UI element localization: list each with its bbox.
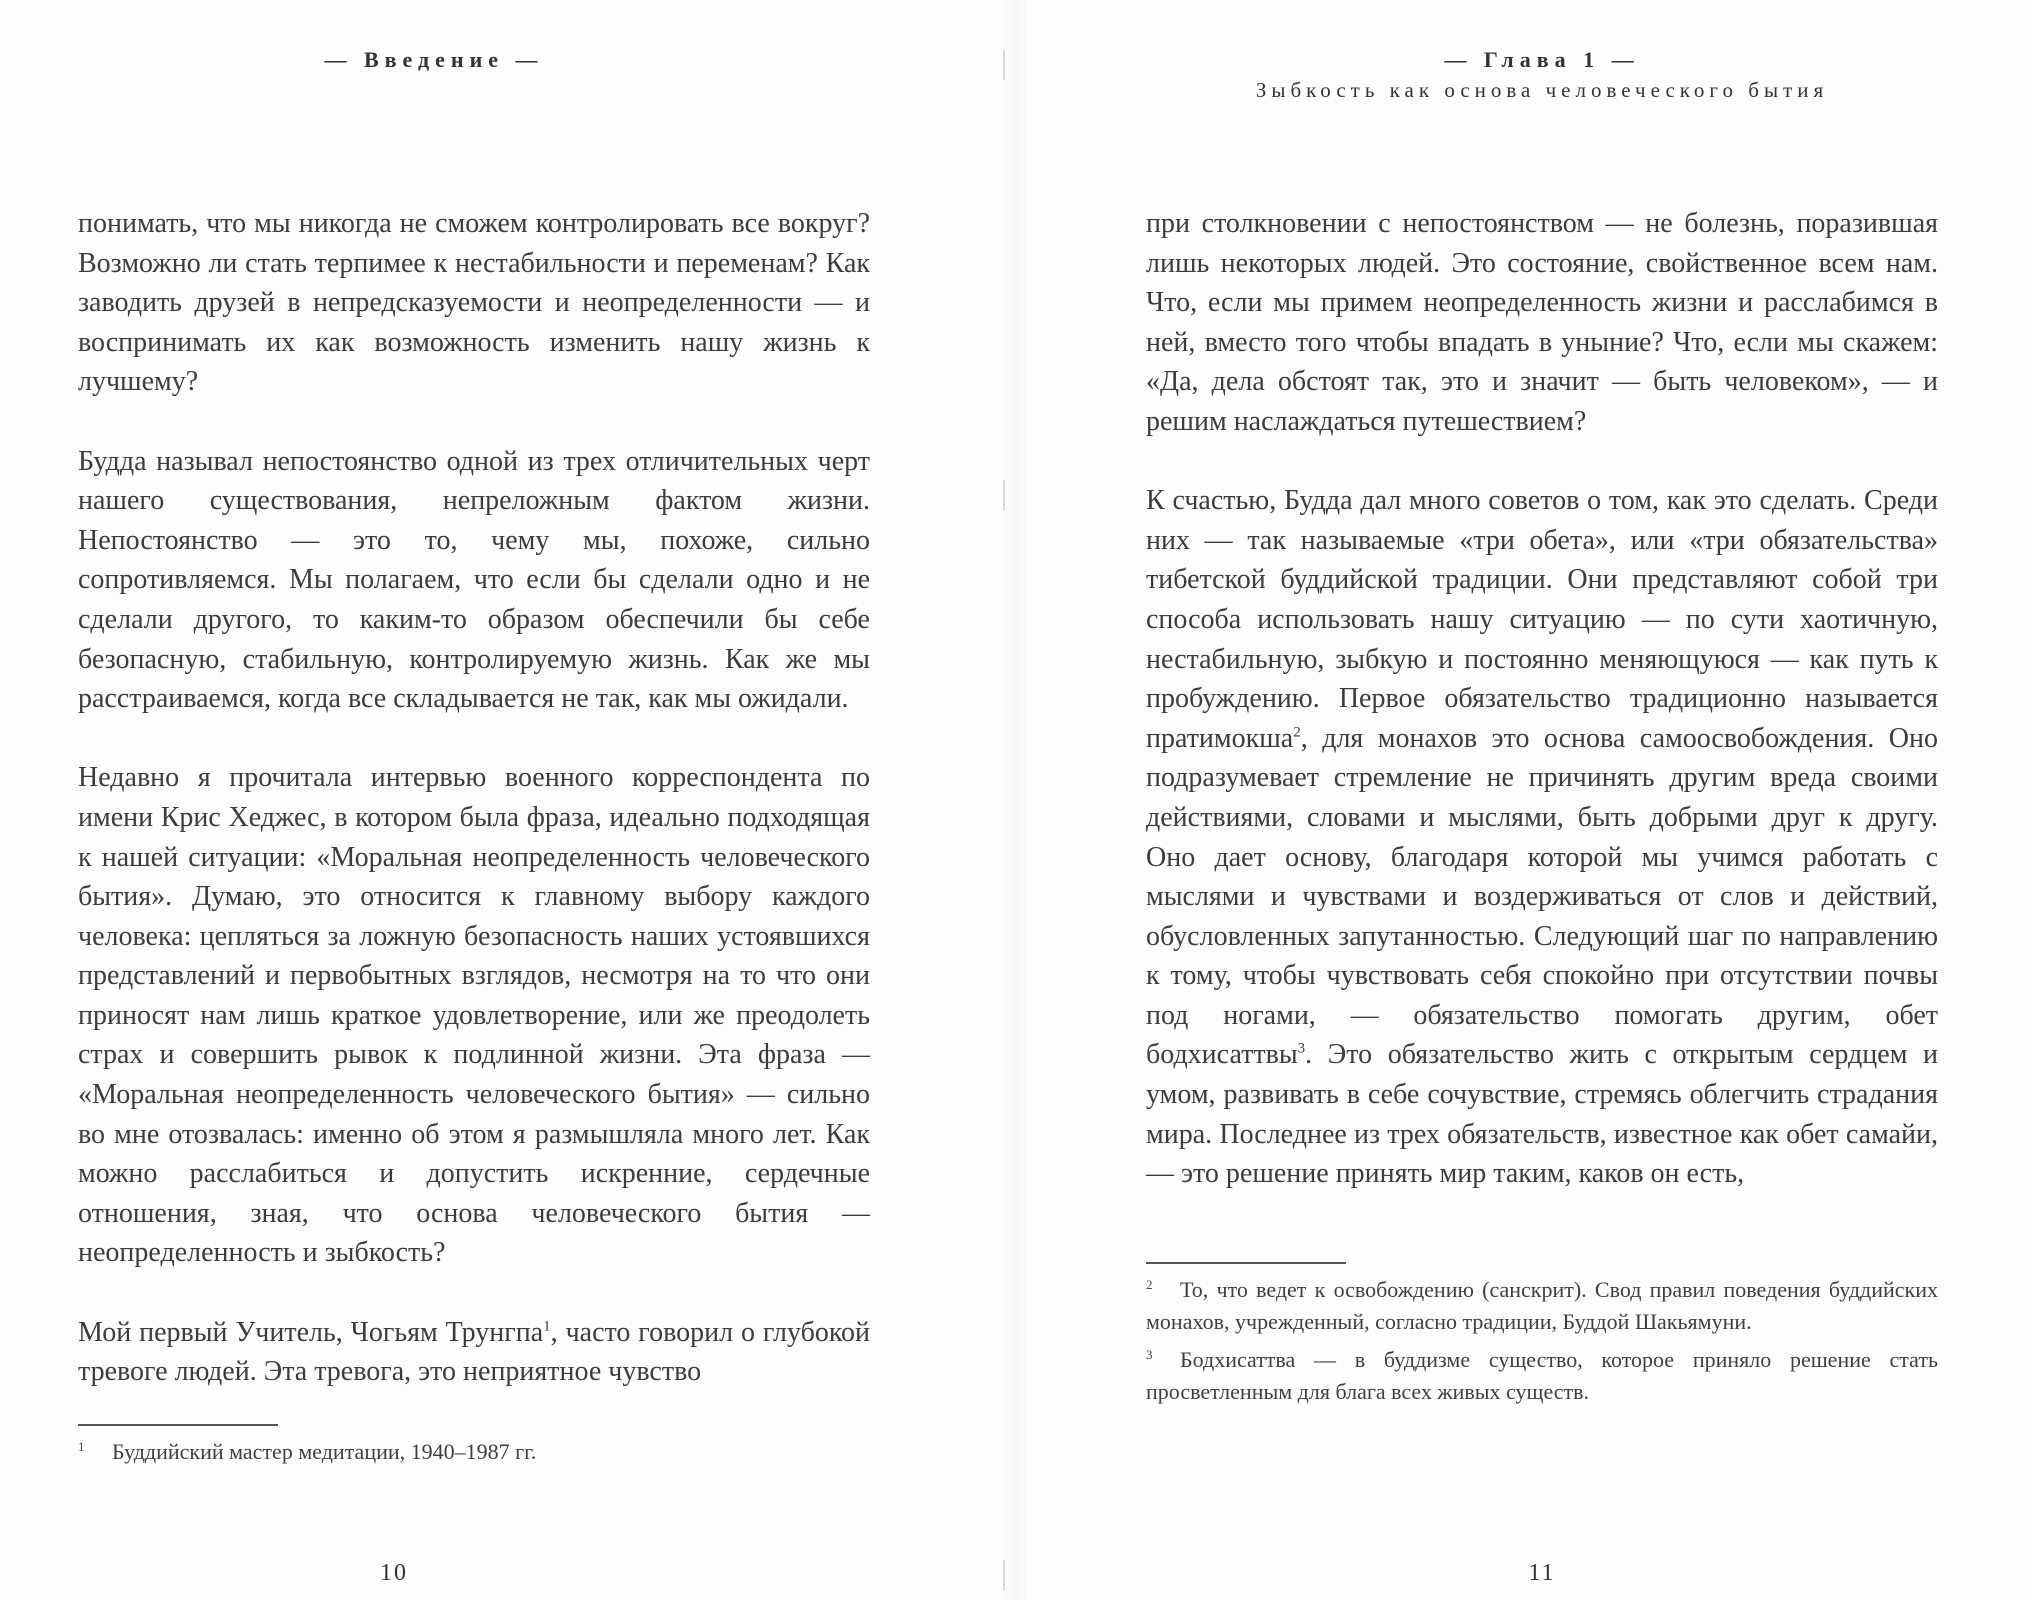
left-page-number: 10	[380, 1560, 408, 1586]
gutter-mark-bottom	[1003, 1560, 1005, 1590]
left-body-text	[78, 204, 870, 1392]
right-running-subtitle: Зыбкость как основа человеческого бытия	[1255, 78, 1829, 102]
left-paragraph-1: понимать, что мы никогда не сможем контролировать все вокруг? Возможно ли стать терпимее к нестабильности и переменам? Как заводить друзей в непредсказуемости и неопределенности — и воспринимать их как возможность изменить нашу жизнь к лучшему?	[78, 208, 870, 398]
footnote-2-text: То, что ведет к освобождению (санскрит). Свод правил поведения буддийских монахов, учрежденный, согласно традиции, Буддой Шакьямуни.	[1146, 1277, 1938, 1334]
left-footnote-rule	[78, 1424, 278, 1426]
footnote-ref-1: 1	[543, 1318, 551, 1335]
footnote-1: 1 Буддийский мастер медитации, 1940–1987 гг.	[78, 1438, 537, 1464]
book-gutter	[1004, 0, 1028, 1600]
right-running-head: — Глава 1 —	[1444, 47, 1640, 72]
right-page	[1146, 0, 1938, 1600]
right-footnotes	[1146, 1274, 1938, 1414]
footnote-ref-3: 3	[1297, 1041, 1306, 1058]
left-paragraph-4-text-b: , часто говорил о глубокой тревоге людей. Эта тревога, это неприятное чувство	[78, 1316, 870, 1388]
footnote-3-text: Бодхисаттва — в буддизме существо, которое приняло решение стать просветленным для блага всех живых существ.	[1146, 1347, 1938, 1404]
gutter-mark-middle	[1003, 480, 1005, 510]
left-paragraph-2: Будда называл непостоянство одной из трех отличительных черт нашего существования, непреложным фактом жизни. Непостоянство — это то, чему мы, похоже, сильно сопротивляемся. Мы полагаем, что если бы сделали одно и не сделали другого, то каким-то образом обеспечили бы себе безопасную, стабильную, контролируемую жизнь. Как же мы расстраиваемся, когда все складывается не так, как мы ожидали.	[78, 445, 870, 715]
footnote-ref-2: 2	[1293, 724, 1301, 741]
left-paragraph-4	[78, 1313, 870, 1392]
right-page-number: 11	[1528, 1560, 1556, 1586]
footnote-1-text: Буддийский мастер медитации, 1940–1987 гг.	[112, 1439, 537, 1464]
right-footnote-rule	[1146, 1262, 1346, 1264]
right-body-text	[1146, 204, 1938, 1194]
right-paragraph-2-text-c: . Это обязательство жить с открытым сердцем и умом, развивать в себе сочувствие, стремясь облегчить страдания мира. Последнее из трех обязательств, известное как обет самайи, — это решение принять мир таким, каков он есть,	[1146, 1039, 1938, 1190]
gutter-mark-top	[1003, 50, 1005, 80]
left-paragraph-3: Недавно я прочитала интервью военного корреспондента по имени Крис Хеджес, в котором была фраза, идеально подходящая к нашей ситуации: «Моральная неопределенность человеческого бытия». Думаю, это относится к главному выбору каждого человека: цепляться за ложную безопасность наших устоявшихся представлений и первобытных взглядов, несмотря на то что они приносят нам лишь краткое удовлетворение, или же преодолеть страх и совершить рывок к подлинной жизни. Эта фраза — «Моральная неопределенность человеческого бытия» — сильно во мне отозвалась: именно об этом я размышляла много лет. Как можно расслабиться и допустить искренние, сердечные отношения, зная, что основа человеческого бытия — неопределенность и зыбкость?	[78, 762, 870, 1269]
left-page	[78, 0, 870, 1600]
left-running-head: — Введение —	[324, 47, 544, 72]
right-paragraph-2	[1146, 481, 1938, 1194]
right-paragraph-2-text-a: К счастью, Будда дал много советов о том, как это сделать. Среди них — так называемые «три обета», или «три обязательства» тибетской буддийской традиции. Они представляют собой три способа использовать нашу ситуацию — по сути хаотичную, нестабильную, зыбкую и постоянно меняющуюся — как путь к пробуждению. Первое обязательство традиционно называется пратимокша	[1146, 485, 1938, 754]
footnote-3: 3 Бодхисаттва — в буддизме существо, которое приняло решение стать просветленным для блага всех живых существ.	[1146, 1346, 1938, 1404]
left-paragraph-4-text-a: Мой первый Учитель, Чогьям Трунгпа	[78, 1316, 544, 1348]
right-paragraph-2-text-b: , для монахов это основа самоосвобождения. Оно подразумевает стремление не причинять другим вреда своими действиями, словами и мыслями, быть добрыми друг к другу. Оно дает основу, благодаря которой мы учимся работать с мыслями и чувствами и воздерживаться от слов и действий, обусловленных запутанностью. Следующий шаг по направлению к тому, чтобы чувствовать себя спокойно при отсутствии почвы под ногами, — обязательство помогать другим, обет бодхисаттвы	[1146, 722, 1938, 1071]
footnote-2: 2 То, что ведет к освобождению (санскрит). Свод правил поведения буддийских монахов, учрежденный, согласно традиции, Буддой Шакьямуни.	[1146, 1276, 1938, 1334]
right-paragraph-1: при столкновении с непостоянством — не болезнь, поразившая лишь некоторых людей. Это состояние, свойственное всем нам. Что, если мы примем неопределенность жизни и расслабимся в ней, вместо того чтобы впадать в уныние? Что, если мы скажем: «Да, дела обстоят так, это и значит — быть человеком», — и решим наслаждаться путешествием?	[1146, 208, 1938, 437]
left-footnotes	[78, 1436, 870, 1474]
